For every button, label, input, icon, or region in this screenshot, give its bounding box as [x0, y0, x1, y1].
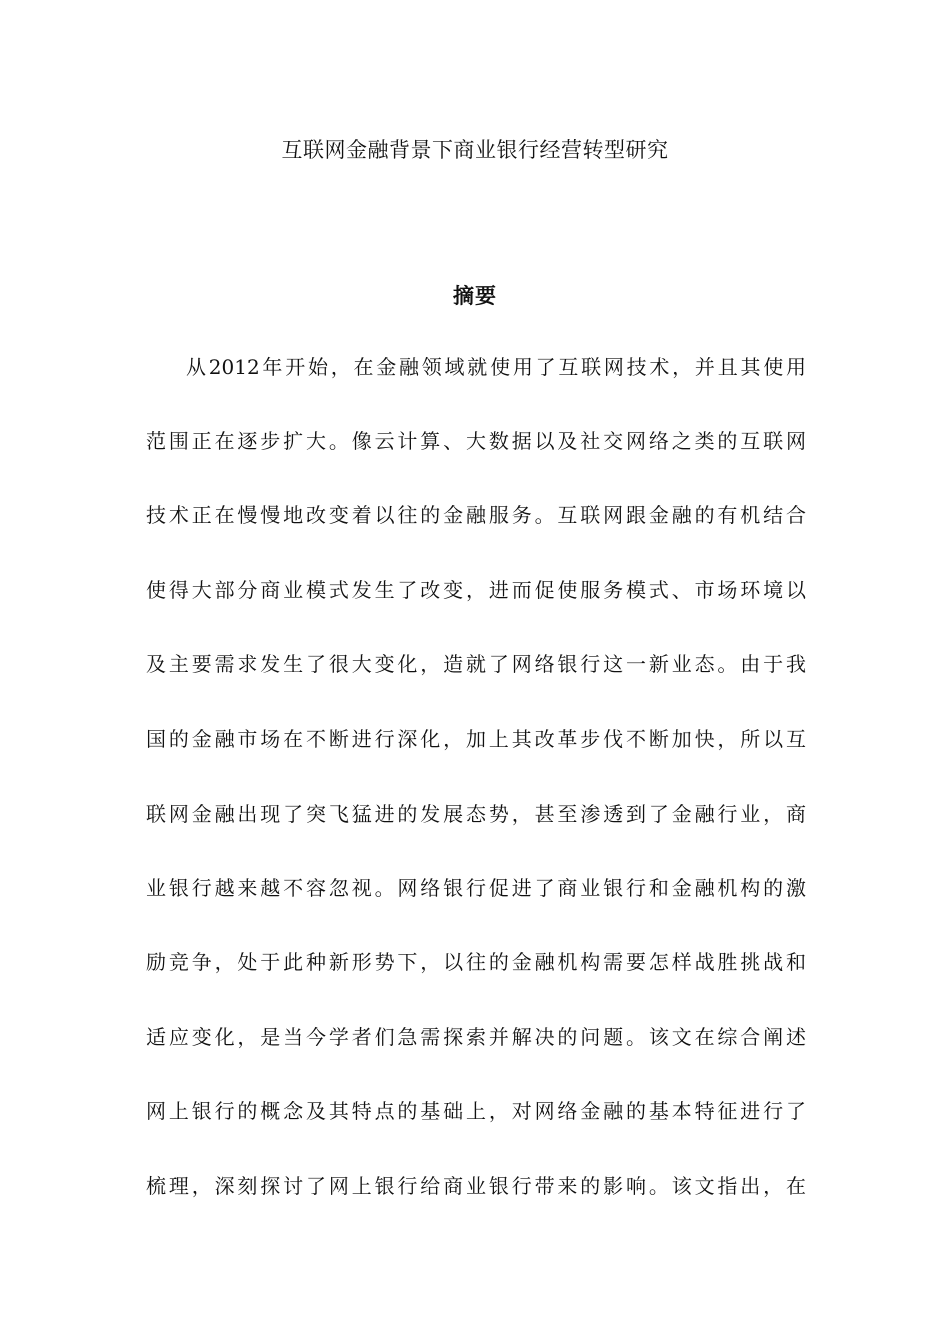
document-title: 互联网金融背景下商业银行经营转型研究 [281, 138, 669, 162]
abstract-line: 适应变化，是当今学者们急需探索并解决的问题。该文在综合阐述 [146, 1025, 806, 1049]
abstract-line: 及主要需求发生了很大变化，造就了网络银行这一新业态。由于我 [146, 652, 806, 676]
abstract-line: 网上银行的概念及其特点的基础上，对网络金融的基本特征进行了 [146, 1099, 806, 1123]
abstract-line: 技术正在慢慢地改变着以往的金融服务。互联网跟金融的有机结合 [146, 503, 806, 527]
abstract-line: 励竞争，处于此种新形势下，以往的金融机构需要怎样战胜挑战和 [146, 950, 806, 974]
abstract-line: 业银行越来越不容忽视。网络银行促进了商业银行和金融机构的激 [146, 876, 806, 900]
abstract-heading: 摘要 [453, 284, 497, 308]
abstract-line: 梳理，深刻探讨了网上银行给商业银行带来的影响。该文指出，在 [146, 1174, 806, 1198]
abstract-line: 使得大部分商业模式发生了改变，进而促使服务模式、市场环境以 [146, 578, 806, 602]
abstract-line: 国的金融市场在不断进行深化，加上其改革步伐不断加快，所以互 [146, 727, 806, 751]
abstract-line: 联网金融出现了突飞猛进的发展态势，甚至渗透到了金融行业，商 [146, 802, 806, 826]
abstract-line: 从2012年开始，在金融领域就使用了互联网技术，并且其使用 [186, 355, 806, 379]
abstract-line: 范围正在逐步扩大。像云计算、大数据以及社交网络之类的互联网 [146, 429, 806, 453]
